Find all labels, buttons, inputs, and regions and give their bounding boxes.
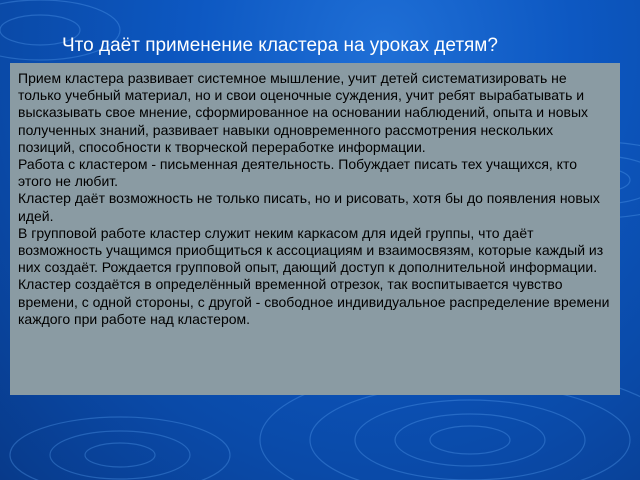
slide-body-text: [10, 63, 620, 395]
paragraph-group-work: В групповой работе кластер служит неким каркасом для идей группы, что даёт возможность учащимся приобщиться к ассоциациям и взаимосвязям, которые каждый из них создаёт. Рождается групповой опыт, дающий доступ к дополнительной информации.: [18, 224, 604, 276]
slide-title: Что даёт применение кластера на уроках детям?: [62, 35, 498, 56]
paragraph-system-thinking: Прием кластера развивает системное мышление, учит детей систематизировать не только учебный материал, но и свои оценочные суждения, учит ребят вырабатывать и высказывать свое мнение, сформированное на основании наблюдений, опыта и новых полученных знаний, развивает навыки одновременного рассмотрения нескольких позиций, способности к творческой переработке информации.: [18, 70, 589, 155]
paragraph-drawing: Кластер даёт возможность не только писать, но и рисовать, хотя бы до появления новых идей.: [18, 190, 600, 224]
paragraph-time-sense: Кластер создаётся в определённый временной отрезок, так воспитывается чувство времени, с одной стороны, с другой - свободное индивидуальное распределение времени каждого при работе над кластером.: [18, 276, 610, 327]
paragraph-writing-activity: Работа с кластером - письменная деятельность. Побуждает писать тех учащихся, кто этого не любит.: [18, 156, 578, 190]
